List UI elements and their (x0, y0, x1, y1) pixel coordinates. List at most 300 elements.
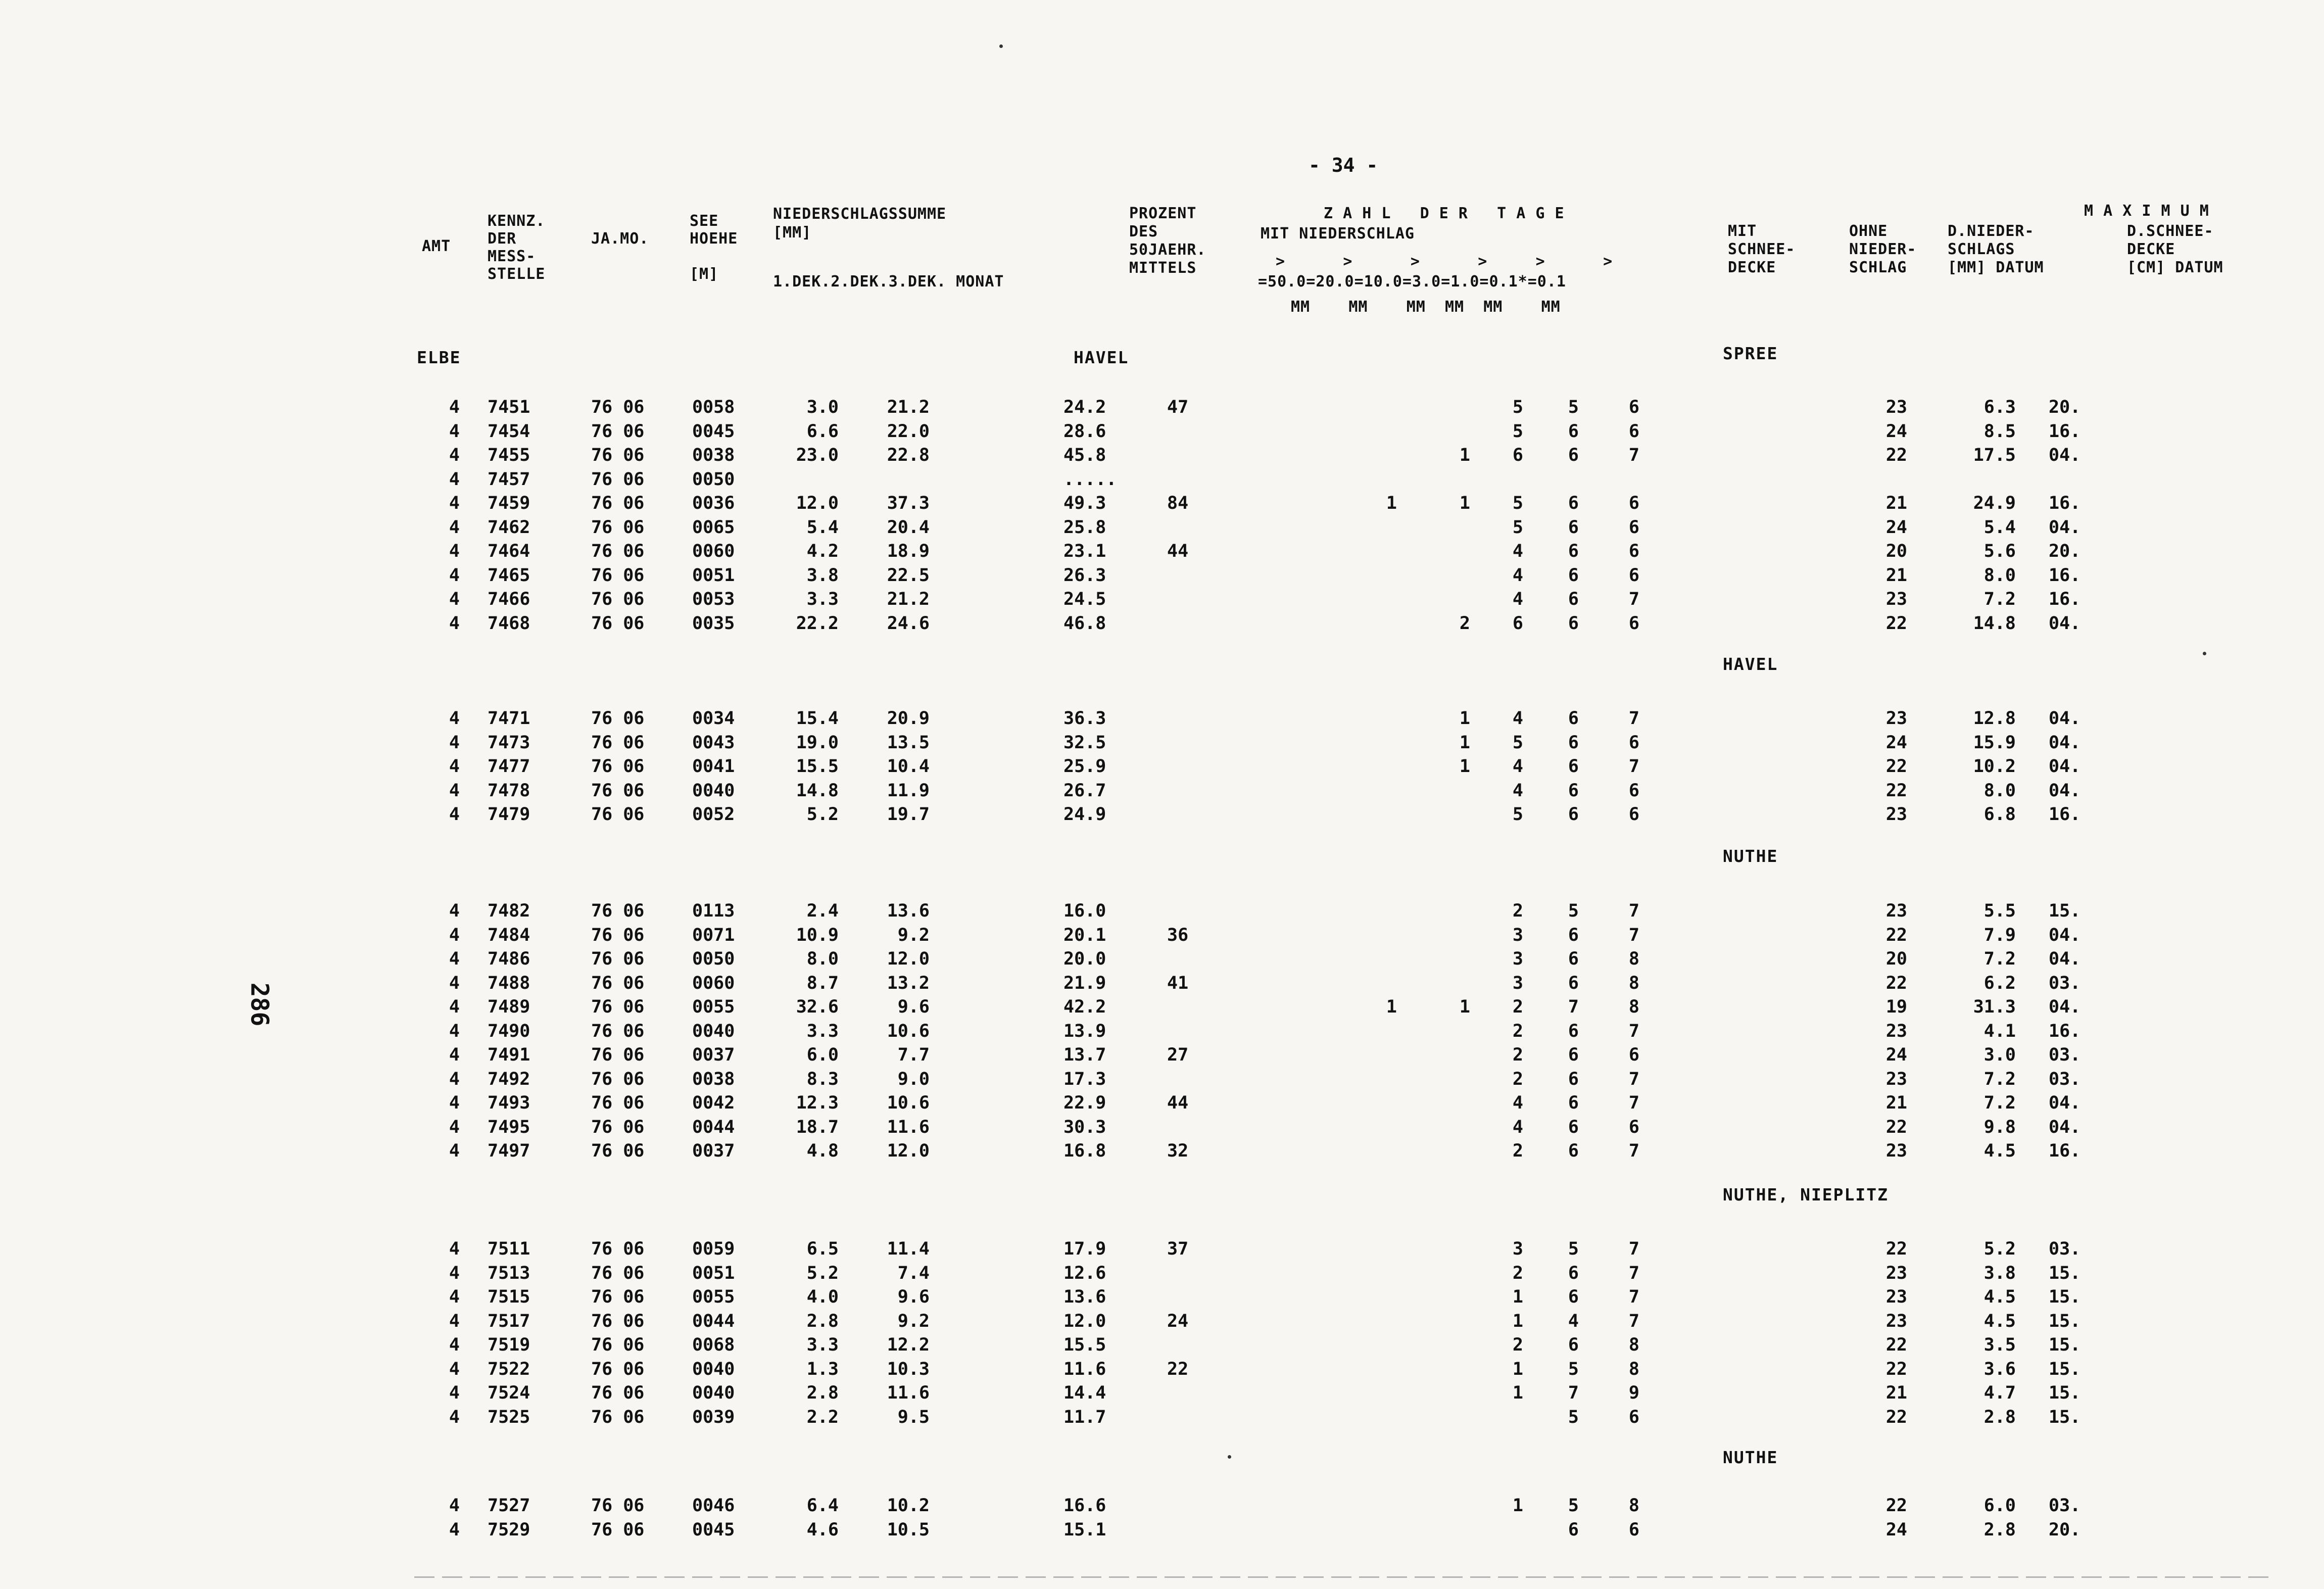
cell-prozent: 84 (1167, 493, 1189, 513)
scan-speck (1228, 1455, 1231, 1459)
cell-gt1: 5 (1568, 1407, 1579, 1427)
cell-ohne: 21 (1885, 493, 1907, 513)
cell-prozent: 41 (1167, 973, 1189, 993)
cell-jamo: 76 06 (591, 1045, 645, 1065)
cell-max-nieder: 4.1 (1983, 1021, 2016, 1041)
cell-monat: 26.3 (1063, 565, 1106, 586)
cell-monat: 16.6 (1063, 1496, 1106, 1516)
cell-gt3: 2 (1512, 1335, 1523, 1355)
cell-dek1: 8.0 (806, 949, 839, 969)
table-row (0, 1021, 2324, 1041)
table-row (0, 1383, 2324, 1403)
cell-kennz: 7519 (488, 1335, 530, 1355)
cell-prozent: 24 (1167, 1311, 1189, 1331)
cell-gt1: 6 (1568, 708, 1579, 729)
cell-prozent: 44 (1167, 1093, 1189, 1113)
cell-gt01: 7 (1628, 1263, 1639, 1283)
cell-dek1: 6.0 (806, 1045, 839, 1065)
cell-jamo: 76 06 (591, 1496, 645, 1516)
cell-jamo: 76 06 (591, 493, 645, 513)
cell-monat: 24.5 (1063, 589, 1106, 609)
cell-gt1: 5 (1568, 1359, 1579, 1379)
cell-max-datum: 15. (2049, 1335, 2081, 1355)
cell-kennz: 7522 (488, 1359, 530, 1379)
cell-dek2: 10.6 (887, 1021, 930, 1041)
cell-max-nieder: 5.4 (1983, 517, 2016, 538)
cell-gt1: 6 (1568, 541, 1579, 561)
cell-monat: 16.0 (1063, 901, 1106, 921)
cell-dek2: 10.4 (887, 756, 930, 777)
scan-speck (2203, 652, 2206, 655)
cell-monat: 15.5 (1063, 1335, 1106, 1355)
cell-amt: 4 (449, 1045, 460, 1065)
table-row (0, 1359, 2324, 1379)
cell-max-datum: 04. (2049, 949, 2081, 969)
cell-amt: 4 (449, 1335, 460, 1355)
cell-dek2: 9.6 (897, 997, 930, 1017)
cell-gt01: 7 (1628, 1287, 1639, 1307)
cell-gt01: 7 (1628, 756, 1639, 777)
cell-jamo: 76 06 (591, 732, 645, 753)
cell-max-datum: 15. (2049, 1359, 2081, 1379)
cell-max-datum: 15. (2049, 1311, 2081, 1331)
cell-gt01: 6 (1628, 517, 1639, 538)
cell-max-nieder: 7.2 (1983, 1093, 2016, 1113)
cell-jamo: 76 06 (591, 1519, 645, 1540)
cell-gt01: 8 (1628, 1359, 1639, 1379)
cell-max-nieder: 5.5 (1983, 901, 2016, 921)
section-label-nuthe-2: NUTHE (1723, 1448, 1778, 1467)
cell-dek1: 4.6 (806, 1519, 839, 1540)
cell-amt: 4 (449, 1069, 460, 1089)
cell-kennz: 7473 (488, 732, 530, 753)
cell-kennz: 7459 (488, 493, 530, 513)
cell-ohne: 22 (1885, 780, 1907, 801)
cell-gt3: 6 (1512, 613, 1523, 634)
table-row (0, 421, 2324, 442)
cell-gt01: 9 (1628, 1383, 1639, 1403)
cell-gt1: 6 (1568, 517, 1579, 538)
cell-gt1: 6 (1568, 949, 1579, 969)
cell-monat: 24.9 (1063, 804, 1106, 825)
cell-dek2: 22.8 (887, 445, 930, 465)
cell-monat: 20.0 (1063, 949, 1106, 969)
cell-jamo: 76 06 (591, 589, 645, 609)
table-row (0, 973, 2324, 993)
cell-amt: 4 (449, 517, 460, 538)
cell-max-nieder: 2.8 (1983, 1519, 2016, 1540)
cell-dek1: 3.3 (806, 1021, 839, 1041)
cell-monat: 13.6 (1063, 1287, 1106, 1307)
cell-ohne: 20 (1885, 541, 1907, 561)
cell-gt3: 2 (1512, 997, 1523, 1017)
cell-max-nieder: 7.2 (1983, 949, 2016, 969)
cell-hoehe: 0037 (692, 1045, 735, 1065)
cell-gt1: 6 (1568, 1117, 1579, 1137)
cell-dek2: 20.9 (887, 708, 930, 729)
cell-dek2: 10.2 (887, 1496, 930, 1516)
cell-kennz: 7511 (488, 1239, 530, 1259)
cell-gt3: 3 (1512, 949, 1523, 969)
cell-max-datum: 16. (2049, 493, 2081, 513)
cell-monat: 23.1 (1063, 541, 1106, 561)
cell-max-datum: 04. (2049, 445, 2081, 465)
cell-monat: 28.6 (1063, 421, 1106, 442)
cell-dek1: 4.8 (806, 1141, 839, 1161)
cell-gt3: 2 (1512, 1045, 1523, 1065)
cell-prozent: 22 (1167, 1359, 1189, 1379)
cell-max-nieder: 14.8 (1973, 613, 2016, 634)
cell-max-nieder: 4.5 (1983, 1311, 2016, 1331)
cell-gt01: 6 (1628, 780, 1639, 801)
cell-ohne: 23 (1885, 1263, 1907, 1283)
cell-jamo: 76 06 (591, 804, 645, 825)
cell-gt01: 7 (1628, 925, 1639, 945)
cell-jamo: 76 06 (591, 1239, 645, 1259)
cell-kennz: 7492 (488, 1069, 530, 1089)
cell-dek1: 3.3 (806, 589, 839, 609)
cell-gt3: 2 (1512, 1021, 1523, 1041)
cell-gt3: 4 (1512, 1117, 1523, 1137)
header-dek: 1.DEK.2.DEK.3.DEK. MONAT (773, 273, 1004, 291)
cell-amt: 4 (449, 1519, 460, 1540)
cell-ohne: 23 (1885, 1021, 1907, 1041)
cell-ohne: 22 (1885, 925, 1907, 945)
cell-gt01: 7 (1628, 1239, 1639, 1259)
cell-dek2: 9.6 (897, 1287, 930, 1307)
cell-dek1: 6.6 (806, 421, 839, 442)
cell-ohne: 24 (1885, 421, 1907, 442)
cell-gt01: 7 (1628, 1093, 1639, 1113)
cell-max-nieder: 7.2 (1983, 589, 2016, 609)
cell-hoehe: 0051 (692, 565, 735, 586)
cell-kennz: 7482 (488, 901, 530, 921)
header-mit-schnee: MIT SCHNEE- DECKE (1728, 222, 1796, 276)
cell-gt1: 6 (1568, 1519, 1579, 1540)
table-row (0, 901, 2324, 921)
cell-max-nieder: 4.7 (1983, 1383, 2016, 1403)
cell-dek2: 13.2 (887, 973, 930, 993)
cell-max-nieder: 6.8 (1983, 804, 2016, 825)
cell-gt20: 1 (1386, 997, 1397, 1017)
cell-jamo: 76 06 (591, 421, 645, 442)
cell-gt01: 7 (1628, 1021, 1639, 1041)
cell-max-nieder: 24.9 (1973, 493, 2016, 513)
cell-gt1: 6 (1568, 756, 1579, 777)
cell-gt3: 4 (1512, 756, 1523, 777)
table-row (0, 517, 2324, 538)
cell-max-nieder: 9.8 (1983, 1117, 2016, 1137)
cell-kennz: 7515 (488, 1287, 530, 1307)
cell-amt: 4 (449, 589, 460, 609)
cell-gt01: 6 (1628, 1519, 1639, 1540)
cell-dek2: 11.6 (887, 1117, 930, 1137)
cell-ohne: 22 (1885, 1335, 1907, 1355)
cell-kennz: 7525 (488, 1407, 530, 1427)
table-row (0, 1117, 2324, 1137)
cell-gt3: 4 (1512, 565, 1523, 586)
cell-dek1: 12.0 (796, 493, 839, 513)
cell-gt10: 1 (1459, 445, 1470, 465)
cell-jamo: 76 06 (591, 1141, 645, 1161)
cell-max-nieder: 17.5 (1973, 445, 2016, 465)
cell-amt: 4 (449, 732, 460, 753)
cell-hoehe: 0040 (692, 1359, 735, 1379)
cell-max-datum: 15. (2049, 901, 2081, 921)
cell-amt: 4 (449, 901, 460, 921)
cell-dek1: 3.8 (806, 565, 839, 586)
cell-max-nieder: 15.9 (1973, 732, 2016, 753)
cell-amt: 4 (449, 780, 460, 801)
cell-jamo: 76 06 (591, 949, 645, 969)
cell-gt1: 7 (1568, 1383, 1579, 1403)
table-row (0, 733, 2324, 753)
cell-prozent: 36 (1167, 925, 1189, 945)
cell-dek2: 24.6 (887, 613, 930, 634)
cell-jamo: 76 06 (591, 469, 645, 490)
cell-amt: 4 (449, 397, 460, 417)
header-amt: AMT (422, 237, 451, 255)
cell-dek1: 22.2 (796, 613, 839, 634)
cell-jamo: 76 06 (591, 1263, 645, 1283)
cell-max-nieder: 31.3 (1973, 997, 2016, 1017)
cell-monat: 12.6 (1063, 1263, 1106, 1283)
cell-max-nieder: 7.9 (1983, 925, 2016, 945)
cell-monat: 11.7 (1063, 1407, 1106, 1427)
cell-amt: 4 (449, 1021, 460, 1041)
cell-gt3: 3 (1512, 925, 1523, 945)
cell-gt3: 1 (1512, 1359, 1523, 1379)
cell-hoehe: 0055 (692, 1287, 735, 1307)
cell-gt1: 6 (1568, 925, 1579, 945)
cell-amt: 4 (449, 1359, 460, 1379)
cell-hoehe: 0040 (692, 1021, 735, 1041)
cell-max-nieder: 5.2 (1983, 1239, 2016, 1259)
cell-jamo: 76 06 (591, 1287, 645, 1307)
cell-max-datum: 04. (2049, 925, 2081, 945)
cell-gt1: 5 (1568, 1496, 1579, 1516)
cell-max-nieder: 3.0 (1983, 1045, 2016, 1065)
cell-hoehe: 0058 (692, 397, 735, 417)
cell-monat: 30.3 (1063, 1117, 1106, 1137)
section-label-nuthe: NUTHE (1723, 846, 1778, 866)
table-row (0, 469, 2324, 490)
cell-hoehe: 0113 (692, 901, 735, 921)
cell-gt1: 6 (1568, 780, 1579, 801)
cell-kennz: 7451 (488, 397, 530, 417)
cell-monat: 17.3 (1063, 1069, 1106, 1089)
cell-gt3: 4 (1512, 708, 1523, 729)
cell-gt01: 7 (1628, 901, 1639, 921)
cell-max-datum: 03. (2049, 1496, 2081, 1516)
section-label-havel: HAVEL (1074, 348, 1129, 367)
cell-prozent: 47 (1167, 397, 1189, 417)
cell-dek1: 3.0 (806, 397, 839, 417)
cell-ohne: 24 (1885, 1519, 1907, 1540)
cell-dek2: 13.6 (887, 901, 930, 921)
cell-gt1: 6 (1568, 613, 1579, 634)
cell-max-nieder: 6.0 (1983, 1496, 2016, 1516)
header-thresholds: =50.0=20.0=10.0=3.0=1.0=0.1*=0.1 (1258, 273, 1566, 291)
cell-gt3: 2 (1512, 1069, 1523, 1089)
cell-dek2: 9.2 (897, 925, 930, 945)
cell-monat: 16.8 (1063, 1141, 1106, 1161)
cell-gt01: 6 (1628, 1117, 1639, 1137)
cell-monat: 45.8 (1063, 445, 1106, 465)
cell-dek2: 22.0 (887, 421, 930, 442)
cell-dek2: 21.2 (887, 397, 930, 417)
header-mm-row: MM MM MM MM MM MM (1291, 298, 1561, 316)
cell-gt1: 6 (1568, 1021, 1579, 1041)
cell-amt: 4 (449, 708, 460, 729)
table-row (0, 1045, 2324, 1065)
cell-gt1: 6 (1568, 1263, 1579, 1283)
cell-gt3: 1 (1512, 1311, 1523, 1331)
cell-dek1: 2.4 (806, 901, 839, 921)
cell-dek2: 7.7 (897, 1045, 930, 1065)
cell-kennz: 7513 (488, 1263, 530, 1283)
page-number: - 34 - (1309, 154, 1378, 176)
table-row (0, 804, 2324, 825)
cell-ohne: 24 (1885, 1045, 1907, 1065)
cell-amt: 4 (449, 1093, 460, 1113)
cell-hoehe: 0045 (692, 421, 735, 442)
cell-max-nieder: 4.5 (1983, 1141, 2016, 1161)
cell-gt1: 6 (1568, 565, 1579, 586)
cell-gt3: 2 (1512, 1263, 1523, 1283)
table-row (0, 1263, 2324, 1283)
cell-max-datum: 04. (2049, 756, 2081, 777)
cell-monat: 49.3 (1063, 493, 1106, 513)
cell-gt01: 6 (1628, 565, 1639, 586)
cell-max-datum: 16. (2049, 804, 2081, 825)
cell-ohne: 24 (1885, 517, 1907, 538)
cell-max-datum: 04. (2049, 613, 2081, 634)
cell-max-nieder: 3.6 (1983, 1359, 2016, 1379)
cell-jamo: 76 06 (591, 780, 645, 801)
cell-amt: 4 (449, 1407, 460, 1427)
cell-max-datum: 16. (2049, 1141, 2081, 1161)
cell-monat: 25.9 (1063, 756, 1106, 777)
cell-gt01: 6 (1628, 1045, 1639, 1065)
cell-kennz: 7529 (488, 1519, 530, 1540)
cell-gt01: 7 (1628, 1069, 1639, 1089)
cell-amt: 4 (449, 1239, 460, 1259)
cell-gt10: 2 (1459, 613, 1470, 634)
table-row (0, 565, 2324, 586)
cell-monat: 20.1 (1063, 925, 1106, 945)
cell-kennz: 7466 (488, 589, 530, 609)
cell-dek1: 23.0 (796, 445, 839, 465)
cell-kennz: 7479 (488, 804, 530, 825)
table-row (0, 1239, 2324, 1259)
cell-amt: 4 (449, 1383, 460, 1403)
cell-amt: 4 (449, 1141, 460, 1161)
cell-dek2: 10.6 (887, 1093, 930, 1113)
section-label-spree: SPREE (1723, 344, 1778, 363)
cell-gt01: 8 (1628, 949, 1639, 969)
cell-dek2: 12.2 (887, 1335, 930, 1355)
cell-max-datum: 15. (2049, 1383, 2081, 1403)
section-label-havel-2: HAVEL (1723, 654, 1778, 674)
cell-kennz: 7490 (488, 1021, 530, 1041)
cell-dek1: 12.3 (796, 1093, 839, 1113)
header-prozent: PROZENT DES 50JAEHR. MITTELS (1129, 205, 1206, 277)
cell-gt3: 6 (1512, 445, 1523, 465)
cell-max-nieder: 4.5 (1983, 1287, 2016, 1307)
cell-ohne: 22 (1885, 1117, 1907, 1137)
cell-dek2: 13.5 (887, 732, 930, 753)
cell-kennz: 7524 (488, 1383, 530, 1403)
cell-amt: 4 (449, 541, 460, 561)
cell-jamo: 76 06 (591, 1093, 645, 1113)
table-row (0, 1407, 2324, 1427)
cell-hoehe: 0043 (692, 732, 735, 753)
cell-hoehe: 0055 (692, 997, 735, 1017)
cell-gt1: 6 (1568, 732, 1579, 753)
cell-gt01: 6 (1628, 804, 1639, 825)
cell-dek2: 18.9 (887, 541, 930, 561)
cell-hoehe: 0046 (692, 1496, 735, 1516)
cell-gt01: 6 (1628, 421, 1639, 442)
cell-dek1: 32.6 (796, 997, 839, 1017)
cell-gt3: 1 (1512, 1383, 1523, 1403)
cell-jamo: 76 06 (591, 1069, 645, 1089)
table-row (0, 1335, 2324, 1355)
cell-jamo: 76 06 (591, 1021, 645, 1041)
cell-gt1: 6 (1568, 445, 1579, 465)
cell-jamo: 76 06 (591, 973, 645, 993)
cell-kennz: 7517 (488, 1311, 530, 1331)
cell-gt1: 6 (1568, 1093, 1579, 1113)
cell-kennz: 7455 (488, 445, 530, 465)
cell-gt3: 5 (1512, 397, 1523, 417)
cell-max-datum: 03. (2049, 1069, 2081, 1089)
cell-amt: 4 (449, 1263, 460, 1283)
cell-max-datum: 20. (2049, 397, 2081, 417)
cell-monat: 36.3 (1063, 708, 1106, 729)
cell-gt01: 6 (1628, 541, 1639, 561)
cell-hoehe: 0038 (692, 445, 735, 465)
cell-dek1: 1.3 (806, 1359, 839, 1379)
cell-kennz: 7495 (488, 1117, 530, 1137)
table-row (0, 445, 2324, 465)
cell-max-nieder: 8.0 (1983, 565, 2016, 586)
header-max-schnee: D.SCHNEE- DECKE [CM] DATUM (2127, 222, 2223, 276)
cell-amt: 4 (449, 1117, 460, 1137)
cell-max-datum: 16. (2049, 421, 2081, 442)
header-see: SEE HOEHE [M] (690, 212, 738, 283)
side-page-number: 286 (245, 982, 274, 1027)
cell-gt20: 1 (1386, 493, 1397, 513)
cell-kennz: 7462 (488, 517, 530, 538)
cell-max-datum: 04. (2049, 732, 2081, 753)
cell-dek1: 15.4 (796, 708, 839, 729)
cell-dek2: 10.5 (887, 1519, 930, 1540)
cell-dek1: 2.8 (806, 1311, 839, 1331)
cell-prozent: 44 (1167, 541, 1189, 561)
cell-gt1: 6 (1568, 421, 1579, 442)
cell-hoehe: 0035 (692, 613, 735, 634)
cell-dek2: 7.4 (897, 1263, 930, 1283)
cell-amt: 4 (449, 565, 460, 586)
cell-monat: 11.6 (1063, 1359, 1106, 1379)
header-nieder-title: NIEDERSCHLAGSSUMME [MM] (773, 205, 947, 242)
cell-gt01: 7 (1628, 1311, 1639, 1331)
cell-dek1: 18.7 (796, 1117, 839, 1137)
cell-jamo: 76 06 (591, 1407, 645, 1427)
cell-dek2: 11.4 (887, 1239, 930, 1259)
